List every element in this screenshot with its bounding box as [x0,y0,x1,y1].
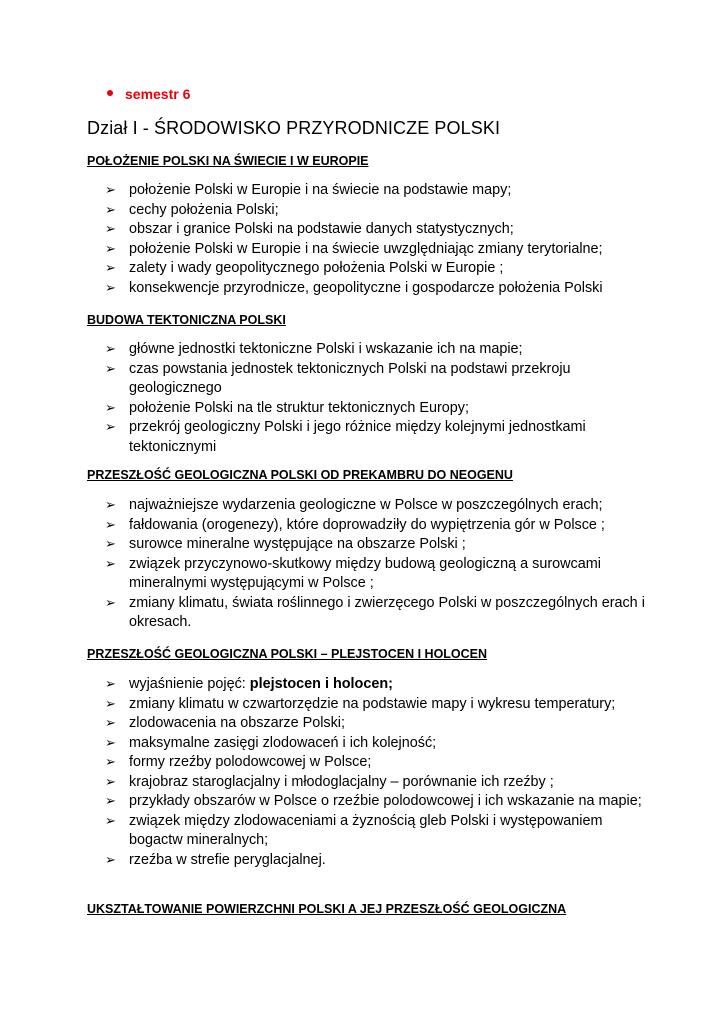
arrow-bullet-icon: ➢ [105,241,116,257]
section-heading-budowa: BUDOWA TEKTONICZNA POLSKI [87,313,286,327]
list-item: ➢ związek przyczynowo-skutkowy między budową geologiczną a surowcami mineralnymi występującymi w Polsce ; [105,555,601,591]
arrow-bullet-icon: ➢ [105,222,116,237]
list-item: ➢ wyjaśnienie pojęć: plejstocen i holocen; [105,675,649,695]
arrow-bullet-icon: ➢ [105,261,116,276]
arrow-bullet-icon: ➢ [105,774,116,790]
section-list-polozenie [105,181,649,298]
list-item: ➢ rzeźba w strefie peryglacjalnej. [105,851,649,871]
arrow-bullet-icon: ➢ [105,716,116,731]
list-item: ➢ przekrój geologiczny Polski i jego różnice między kolejnymi jednostkami tektonicznymi [105,419,586,455]
list-item: ➢ najważniejsze wydarzenia geologiczne w Polsce w poszczególnych erach; [105,496,649,516]
section-list-budowa [105,340,649,457]
arrow-bullet-icon: ➢ [105,813,116,829]
section-heading-plejstocen-holocen: PRZESZŁOŚĆ GEOLOGICZNA POLSKI – PLEJSTOCEN I HOLOCEN [87,647,488,661]
list-item: ➢ formy rzeźby polodowcowej w Polsce; [105,753,649,773]
semester-text: semestr 6 [125,86,191,102]
arrow-bullet-icon: ➢ [105,361,116,377]
list-item: ➢ zmiany klimatu, świata roślinnego i zwierzęcego Polski w poszczególnych erach i okresach. [105,594,645,630]
section-list-przeszlosc-prekambr [105,496,649,633]
arrow-bullet-icon: ➢ [105,696,116,712]
section-heading-uksztaltowanie: UKSZTAŁTOWANIE POWIERZCHNI POLSKI A JEJ PRZESZŁOŚĆ GEOLOGICZNA [87,902,567,916]
arrow-bullet-icon: ➢ [105,183,116,198]
arrow-bullet-icon: ➢ [105,400,116,416]
arrow-bullet-icon: ➢ [105,517,116,533]
section-heading-przeszlosc-prekambr: PRZESZŁOŚĆ GEOLOGICZNA POLSKI OD PREKAMBRU DO NEOGENU [87,468,513,482]
arrow-bullet-icon: ➢ [105,342,116,357]
list-item: ➢ konsekwencje przyrodnicze, geopolityczne i gospodarcze położenia Polski [105,279,649,299]
arrow-bullet-icon: ➢ [105,735,116,751]
red-dot-icon [107,90,113,96]
list-item: ➢ położenie Polski na tle struktur tektonicznych Europy; [105,399,649,419]
list-item: ➢ przykłady obszarów w Polsce o rzeźbie polodowcowej i ich wskazanie na mapie; [105,792,649,812]
list-item: ➢ fałdowania (orogenezy), które doprowadziły do wypiętrzenia gór w Polsce ; [105,516,649,536]
arrow-bullet-icon: ➢ [105,202,116,218]
bold-term: plejstocen i holocen; [249,676,393,692]
list-item: ➢ czas powstania jednostek tektonicznych Polski na podstawi przekroju geologicznego [105,360,571,396]
arrow-bullet-icon: ➢ [105,755,116,770]
semester-label [107,86,190,102]
chapter-title: Dział I - ŚRODOWISKO PRZYRODNICZE POLSKI [87,118,501,138]
list-item: ➢ maksymalne zasięgi zlodowaceń i ich kolejność; [105,734,649,754]
arrow-bullet-icon: ➢ [105,794,116,809]
arrow-bullet-icon: ➢ [105,420,116,435]
list-item: ➢ krajobraz staroglacjalny i młodoglacjalny – porównanie ich rzeźby ; [105,773,649,793]
arrow-bullet-icon: ➢ [105,537,116,552]
arrow-bullet-icon: ➢ [105,280,116,296]
list-item: ➢ surowce mineralne występujące na obszarze Polski ; [105,535,649,555]
list-item: ➢ cechy położenia Polski; [105,201,649,221]
arrow-bullet-icon: ➢ [105,595,116,611]
arrow-bullet-icon: ➢ [105,556,116,572]
arrow-bullet-icon: ➢ [105,677,116,692]
list-item: ➢ zlodowacenia na obszarze Polski; [105,714,649,734]
arrow-bullet-icon: ➢ [105,852,116,868]
list-item: ➢ związek między zlodowaceniami a żyznością gleb Polski i występowaniem bogactw mineralnych; [105,812,603,848]
list-item: ➢ zmiany klimatu w czwartorzędzie na podstawie mapy i wykresu temperatury; [105,695,649,715]
section-heading-polozenie: POŁOŻENIE POLSKI NA ŚWIECIE I W EUROPIE [87,154,369,168]
list-item: ➢ położenie Polski w Europie i na świecie uwzględniając zmiany terytorialne; [105,240,649,260]
list-item: ➢ zalety i wady geopolitycznego położenia Polski w Europie ; [105,259,649,279]
list-item: ➢ obszar i granice Polski na podstawie danych statystycznych; [105,220,649,240]
list-item: ➢ główne jednostki tektoniczne Polski i wskazanie ich na mapie; [105,340,649,360]
section-list-plejstocen-holocen [105,675,649,870]
list-item: ➢ położenie Polski w Europie i na świecie na podstawie mapy; [105,181,649,201]
arrow-bullet-icon: ➢ [105,498,116,513]
